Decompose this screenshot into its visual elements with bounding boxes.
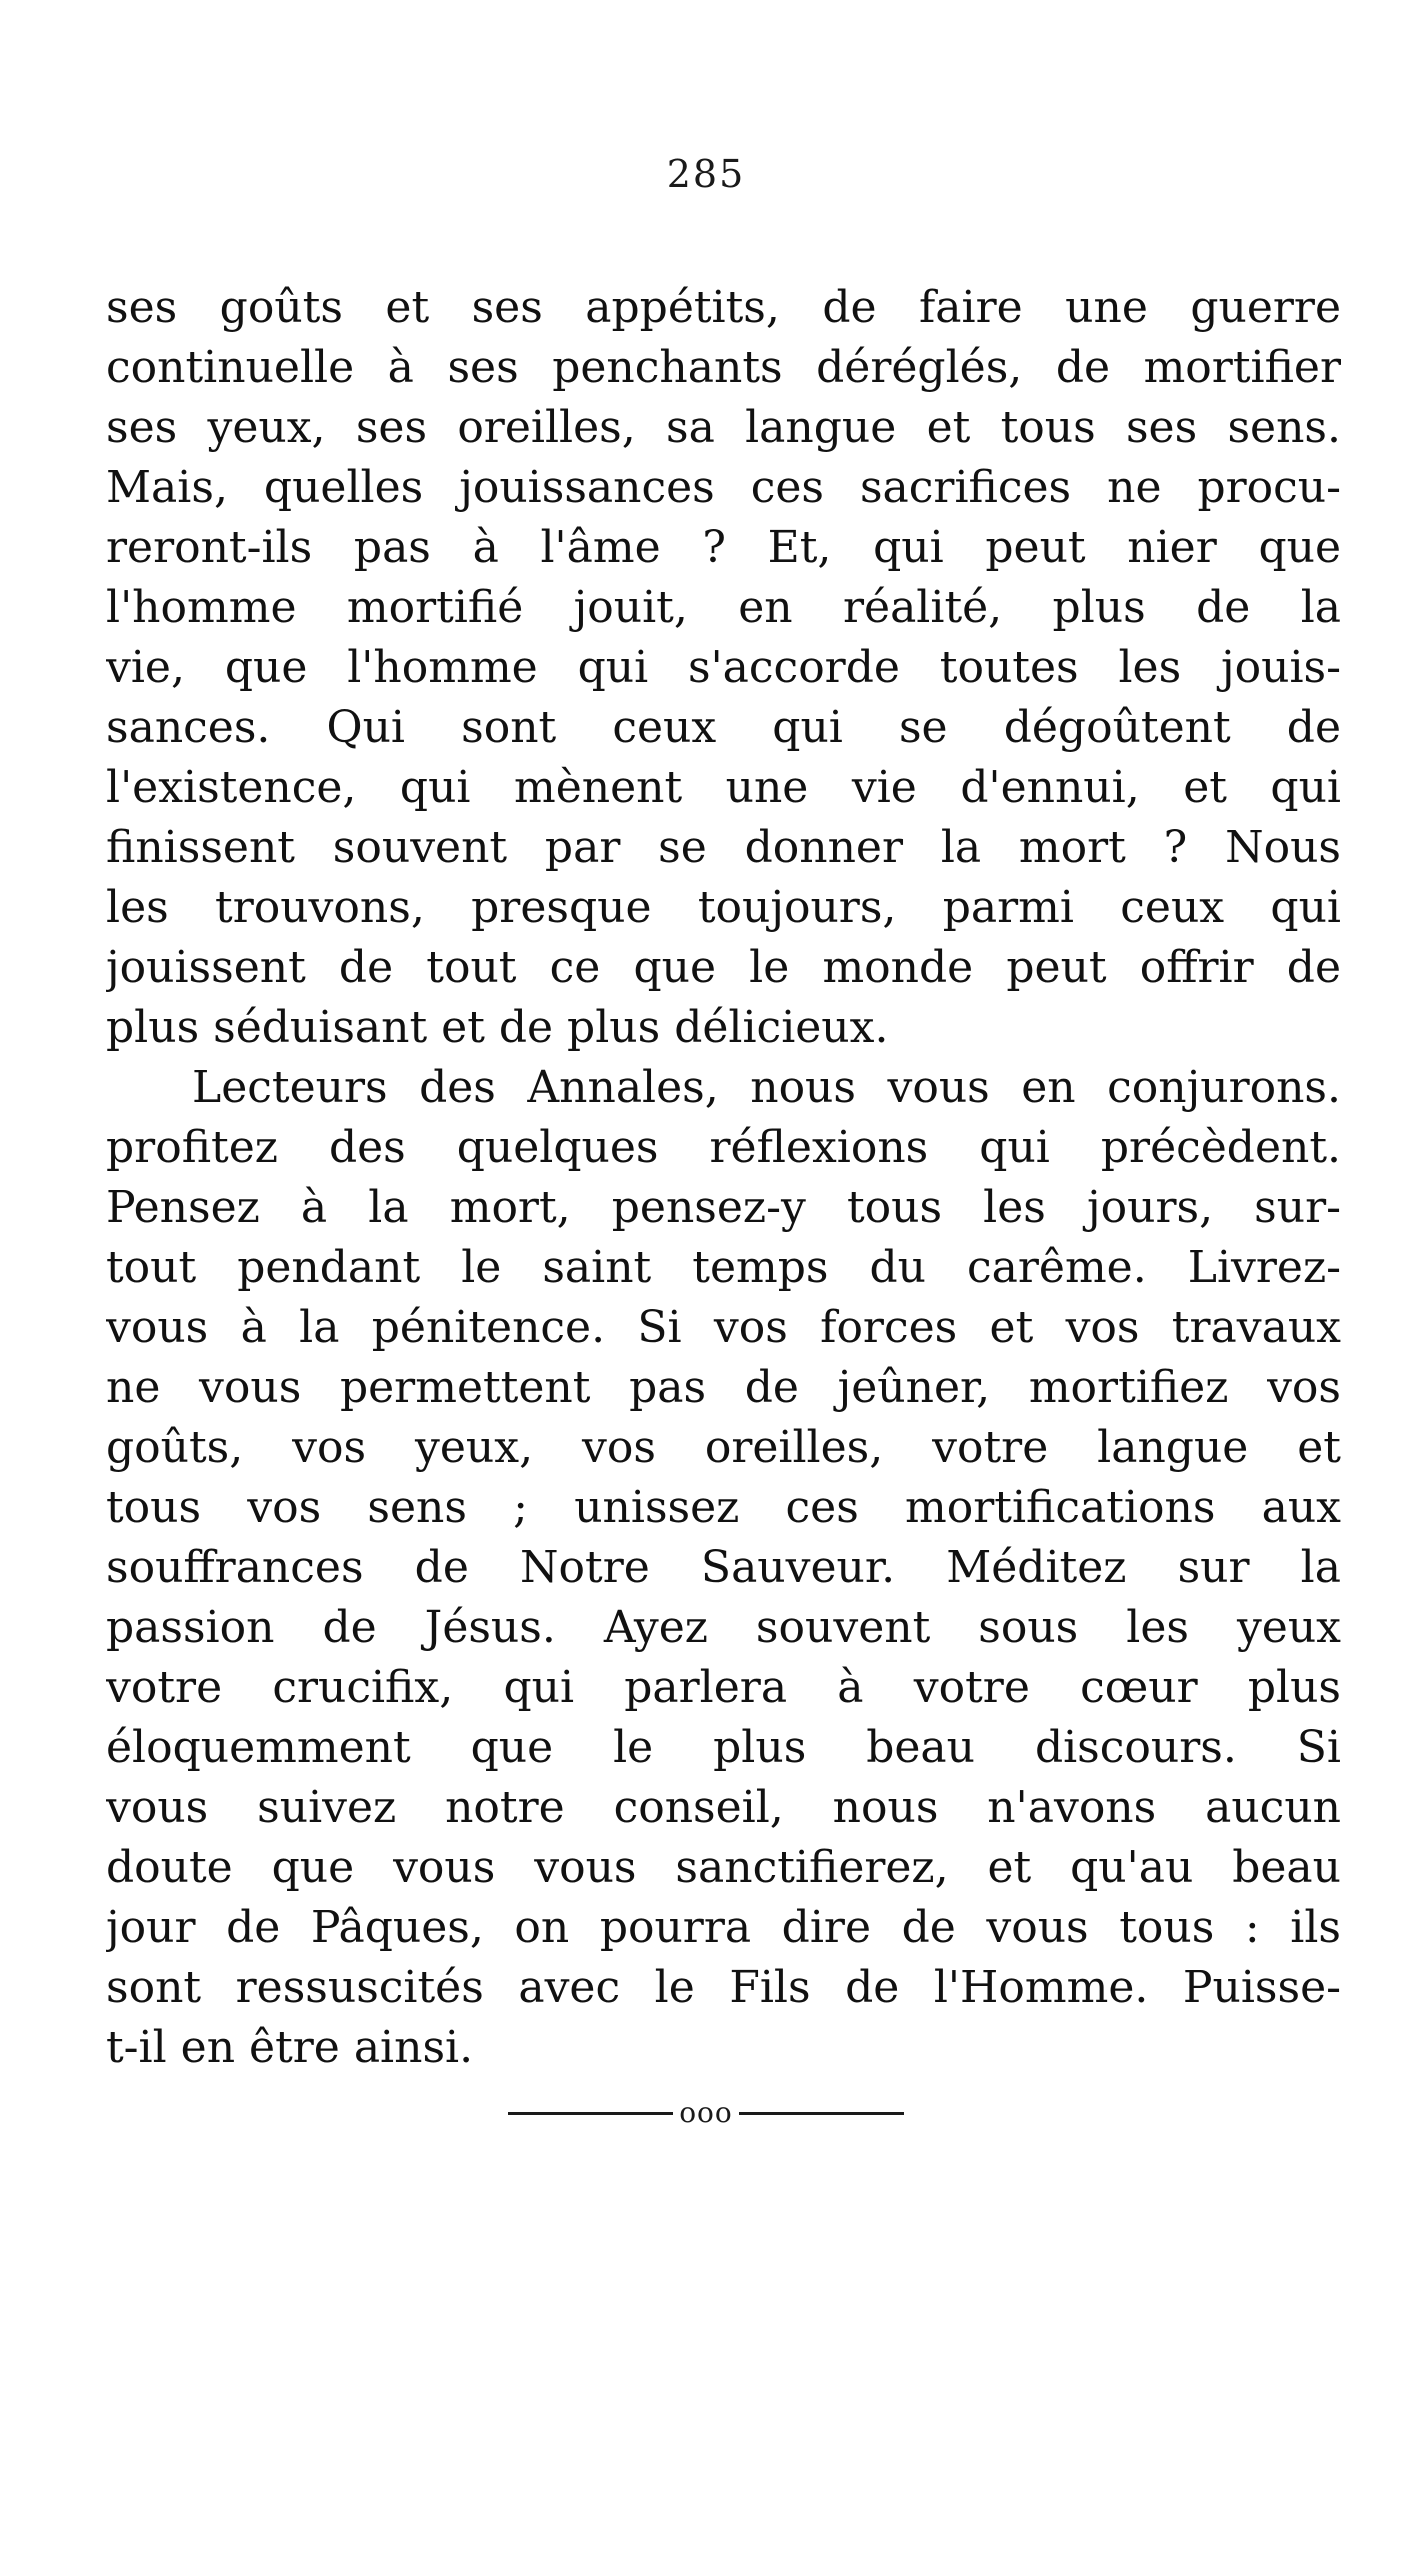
- text-line: ses yeux, ses oreilles, sa langue et tous ses sens.: [106, 402, 1341, 453]
- paragraph-end-line: plus séduisant et de plus délicieux.: [106, 1002, 889, 1053]
- page-number: 285: [666, 152, 746, 196]
- text-line: ses goûts et ses appétits, de faire une guerre: [106, 282, 1341, 333]
- text-line: sances. Qui sont ceux qui se dégoûtent de: [106, 702, 1341, 753]
- paragraph-start-line: Lecteurs des Annales, nous vous en conjurons.: [192, 1062, 1341, 1113]
- text-line: l'homme mortifié jouit, en réalité, plus de la: [106, 582, 1341, 633]
- text-line: vous suivez notre conseil, nous n'avons aucun: [106, 1782, 1341, 1833]
- text-line: jouissent de tout ce que le monde peut offrir de: [106, 942, 1341, 993]
- text-line: vie, que l'homme qui s'accorde toutes les jouis-: [106, 642, 1341, 693]
- body-text: [106, 278, 1341, 2078]
- text-line: votre crucifix, qui parlera à votre cœur plus: [106, 1662, 1341, 1713]
- ornament-rule-right: [739, 2112, 904, 2115]
- text-line: ne vous permettent pas de jeûner, mortifiez vos: [106, 1362, 1341, 1413]
- ornament-rule-left: [508, 2112, 673, 2115]
- section-end-ornament: [0, 2098, 1412, 2128]
- text-line: finissent souvent par se donner la mort ? Nous: [106, 822, 1341, 873]
- text-line: les trouvons, presque toujours, parmi ceux qui: [106, 882, 1341, 933]
- text-line: Pensez à la mort, pensez-y tous les jours, sur-: [106, 1182, 1341, 1233]
- text-line: jour de Pâques, on pourra dire de vous tous : ils: [106, 1902, 1341, 1953]
- text-line: goûts, vos yeux, vos oreilles, votre langue et: [106, 1422, 1341, 1473]
- text-line: éloquemment que le plus beau discours. Si: [106, 1722, 1341, 1773]
- text-line: reront-ils pas à l'âme ? Et, qui peut nier que: [106, 522, 1341, 573]
- text-line: souffrances de Notre Sauveur. Méditez sur la: [106, 1542, 1341, 1593]
- text-line: Mais, quelles jouissances ces sacrifices ne procu-: [106, 462, 1341, 513]
- text-line: continuelle à ses penchants déréglés, de mortifier: [106, 342, 1341, 393]
- ornament-center: ooo: [679, 2096, 733, 2129]
- text-line: tous vos sens ; unissez ces mortifications aux: [106, 1482, 1341, 1533]
- text-line: sont ressuscités avec le Fils de l'Homme. Puisse-: [106, 1962, 1341, 2013]
- text-line: tout pendant le saint temps du carême. Livrez-: [106, 1242, 1341, 1293]
- text-line: l'existence, qui mènent une vie d'ennui, et qui: [106, 762, 1341, 813]
- text-line: doute que vous vous sanctifierez, et qu'au beau: [106, 1842, 1341, 1893]
- text-line: vous à la pénitence. Si vos forces et vos travaux: [106, 1302, 1341, 1353]
- text-line: passion de Jésus. Ayez souvent sous les yeux: [106, 1602, 1341, 1653]
- text-line: profitez des quelques réflexions qui précèdent.: [106, 1122, 1341, 1173]
- paragraph-end-line: t-il en être ainsi.: [106, 2022, 474, 2073]
